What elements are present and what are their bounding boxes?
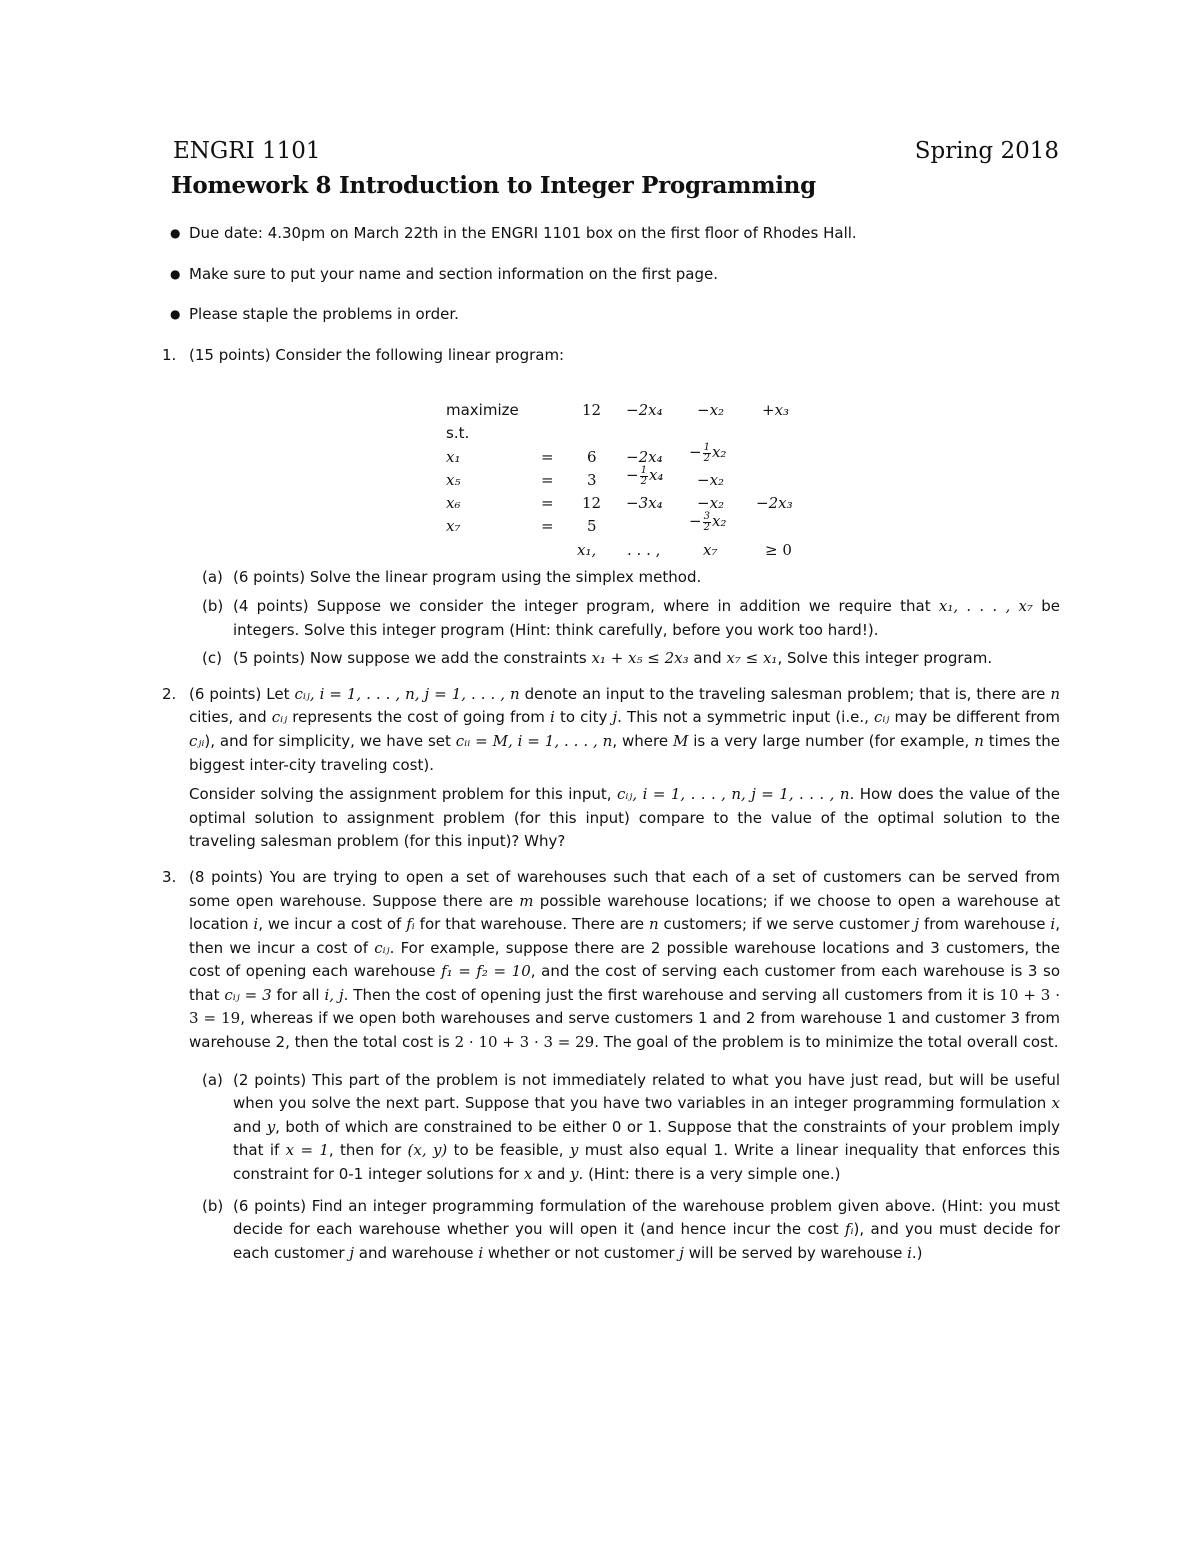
subpart-text: Now suppose we add the constraints xyxy=(309,649,592,668)
denominator: 2 xyxy=(640,475,647,487)
math-expression: cᵢⱼ = 3 xyxy=(224,985,272,1004)
math-expression: x xyxy=(1051,1094,1060,1113)
math-expression: j xyxy=(914,915,920,934)
problem-3 xyxy=(162,866,1061,1266)
lp-maximize: maximize xyxy=(446,401,519,420)
math-expression: x₁ + x₅ ≤ 2x₃ xyxy=(591,649,689,668)
lp-eq: = xyxy=(541,494,554,513)
math-expression: i xyxy=(1050,915,1056,934)
text-run: customers; if we serve customer xyxy=(658,915,915,934)
subpart-label: (c) xyxy=(202,649,222,668)
numerator: 1 xyxy=(640,464,647,476)
lp-row3-term2: −x₂ xyxy=(697,494,725,513)
lp-row2-term1 xyxy=(626,464,663,488)
math-expression: cᵢⱼ, i = 1, . . . , n, j = 1, . . . , n xyxy=(617,785,850,804)
text-run: , whereas if we open both warehouses and serve customers 1 and 2 from warehouse 1 and customer 3 from warehouse 2, then the total cost is xyxy=(189,1009,1060,1052)
text-run: cities, and xyxy=(189,708,272,727)
text-run: may be different from xyxy=(889,708,1060,727)
math-expression: i xyxy=(253,915,259,934)
math-expression: fᵢ xyxy=(406,915,415,934)
lp-row3-term1: −3x₄ xyxy=(626,494,663,513)
points: (5 points) xyxy=(233,649,306,668)
problem-1 xyxy=(162,344,1060,671)
bullet-dot: ● xyxy=(170,266,181,281)
math-expression: 2 · 10 + 3 · 3 = 29 xyxy=(454,1033,595,1052)
subpart-label: (b) xyxy=(202,596,224,615)
problem-3-paragraph xyxy=(189,866,1060,1055)
text-run: times the biggest inter-city traveling cost). xyxy=(189,731,1061,774)
math-expression: n xyxy=(1050,684,1060,703)
math-expression: x = 1 xyxy=(285,1141,329,1160)
problem-number: 2. xyxy=(162,684,177,703)
rich-text xyxy=(189,868,1060,1051)
document-body xyxy=(162,222,1061,1265)
lp-nonneg-first: x₁, xyxy=(577,541,597,560)
lp-eq: = xyxy=(541,448,554,467)
course-code: ENGRI 1101 xyxy=(173,138,321,164)
lp-row1-term1: −2x₄ xyxy=(626,448,663,467)
text-run: . (Hint: there is a very simple one.) xyxy=(578,1165,841,1184)
points: (8 points) xyxy=(189,867,264,886)
text-run: will be served by warehouse xyxy=(683,1243,908,1262)
text-run: , then we incur a cost of xyxy=(189,915,1060,957)
lp-row1-var: x₁ xyxy=(446,448,461,467)
math-expression: cᵢⱼ xyxy=(374,938,390,957)
subpart-text: be integers. Solve this integer program (Hint: think carefully, before you work too hard!). xyxy=(233,596,1060,639)
lp-obj-const: 12 xyxy=(582,401,602,420)
text-run: whether or not customer xyxy=(483,1243,680,1262)
lp-row2-var: x₅ xyxy=(446,471,461,490)
lp-nonneg-last: x₇ xyxy=(703,541,718,560)
subpart-label: (a) xyxy=(202,1070,223,1089)
lp-row1-term2 xyxy=(689,441,726,465)
math-expression: M xyxy=(672,731,689,750)
problem-2-paragraph-2 xyxy=(189,783,1060,854)
lp-row2-term2: −x₂ xyxy=(697,471,725,490)
lp-nonneg-geq: ≥ 0 xyxy=(765,541,792,560)
text-run: is a very large number (for example, xyxy=(688,731,975,750)
lp-row3-var: x₆ xyxy=(446,494,461,513)
math-expression: x xyxy=(523,1165,533,1184)
text-run: (6 points) Find an integer programming formulation of the warehouse problem given above. (Hint: you must decide for each warehouse whether you will open it (and hence incur the cost xyxy=(233,1196,1060,1239)
problem-2-paragraph-1 xyxy=(189,683,1060,777)
rich-text xyxy=(189,685,1060,774)
math-expression: y xyxy=(570,1165,579,1184)
variable: x₂ xyxy=(711,443,727,462)
bullet-due-date xyxy=(165,222,1060,246)
text-run: . The goal of the problem is to minimize the total overall cost. xyxy=(594,1033,1059,1052)
text-run: , then for xyxy=(328,1141,408,1160)
bullet-text: Make sure to put your name and section information on the first page. xyxy=(189,264,719,283)
text-run: for all xyxy=(271,985,325,1004)
lp-row3-const: 12 xyxy=(582,494,602,513)
text-run: for that warehouse. There are xyxy=(414,915,649,934)
bullet-text: Please staple the problems in order. xyxy=(189,305,459,324)
math-expression: 10 + 3 · 3 = 19 xyxy=(189,985,1060,1028)
math-expression: j xyxy=(349,1243,355,1262)
intro-text: Consider the following linear program: xyxy=(275,345,565,364)
linear-program xyxy=(189,379,1084,561)
text-run: , where xyxy=(612,731,673,750)
lp-obj-term3: +x₃ xyxy=(762,401,790,420)
lp-row1-const: 6 xyxy=(587,448,597,467)
fraction xyxy=(703,443,711,464)
subpart-text: and xyxy=(688,649,727,668)
bullet-staple xyxy=(165,303,1060,327)
text-run: . How does the value of the optimal solution to assignment problem (for this input) compare to the value of the optimal solution to the traveling salesman problem (for this input)? Why? xyxy=(189,785,1060,851)
rich-text xyxy=(233,1071,1060,1183)
lp-nonneg-dots: . . . , xyxy=(627,541,661,560)
bullet-name-section xyxy=(165,263,1060,287)
math-expression: f₁ = f₂ = 10 xyxy=(441,962,531,981)
math-expression: i xyxy=(478,1243,484,1262)
math-expression: j xyxy=(612,708,618,727)
text-run: denote an input to the traveling salesman problem; that is, there are xyxy=(519,684,1051,703)
lp-row4-var: x₇ xyxy=(446,517,461,536)
lp-obj-term2: −x₂ xyxy=(697,401,725,420)
lp-row3-term3: −2x₃ xyxy=(756,494,793,513)
numerator: 1 xyxy=(703,441,710,453)
lp-row4-term2 xyxy=(689,510,726,534)
text-run: from warehouse xyxy=(919,915,1051,934)
text-run: Let xyxy=(261,684,295,703)
points: (6 points) xyxy=(233,568,306,587)
text-run: . For example, suppose there are 2 possible warehouse locations and 3 customers, the cost of opening each warehouse xyxy=(189,938,1060,981)
text-run: , both of which are constrained to be either 0 or 1. Suppose that the constraints of your problem imply that if xyxy=(233,1117,1060,1160)
sign: − xyxy=(626,466,639,485)
text-run: ), and you must decide for each customer xyxy=(233,1220,1060,1262)
problem-3a xyxy=(189,1069,1060,1187)
variable: x₄ xyxy=(648,466,664,485)
text-run: , we incur a cost of xyxy=(258,915,407,934)
bullet-dot: ● xyxy=(170,226,181,240)
math-expression: m xyxy=(519,891,534,910)
lp-eq: = xyxy=(541,517,554,536)
lp-eq: = xyxy=(541,471,554,490)
math-expression: cᵢⱼ xyxy=(271,708,288,727)
lp-obj-term1: −2x₄ xyxy=(626,401,663,420)
text-run: .) xyxy=(911,1243,923,1262)
subpart-text: Suppose we consider the integer program, where in addition we require that xyxy=(316,596,939,615)
text-run: and xyxy=(233,1117,267,1136)
rich-text xyxy=(233,1197,1060,1262)
math-expression: cᵢⱼ xyxy=(874,708,890,727)
text-run: You are trying to open a set of warehouses such that each of a set of customers can be served from some open warehouse. Suppose there are xyxy=(189,867,1061,910)
text-run: represents the cost of going from xyxy=(287,708,551,727)
text-run: and warehouse xyxy=(354,1243,479,1262)
homework-title: Homework 8 Introduction to Integer Programming xyxy=(171,172,816,199)
bullet-text: Due date: 4.30pm on March 22th in the ENGRI 1101 box on the first floor of Rhodes Hall. xyxy=(189,224,857,242)
math-expression: y xyxy=(266,1117,276,1136)
sign: − xyxy=(689,512,702,531)
math-expression: cᵢⱼ, i = 1, . . . , n, j = 1, . . . , n xyxy=(294,684,520,703)
text-run: Consider solving the assignment problem for this input, xyxy=(189,785,618,804)
math-expression: fᵢ xyxy=(844,1220,854,1239)
math-expression: (x, y) xyxy=(407,1141,448,1160)
math-expression: i xyxy=(907,1243,912,1262)
text-run: must also equal 1. Write a linear inequality that enforces this constraint for 0-1 integer solutions for xyxy=(233,1141,1060,1184)
problem-1-intro xyxy=(189,344,1060,368)
text-run: (2 points) This part of the problem is not immediately related to what you have just read, but will be useful when you solve the next part. Suppose that you have two variables in an integer programming formulation xyxy=(233,1070,1060,1113)
text-run: to city xyxy=(554,708,613,727)
text-run: . This not a symmetric input (i.e., xyxy=(617,708,875,727)
problem-number: 3. xyxy=(162,867,177,886)
math-expression: i xyxy=(550,708,555,727)
subpart-label: (a) xyxy=(202,568,223,587)
math-expression: cᵢᵢ = M, i = 1, . . . , n xyxy=(455,731,613,750)
points: (15 points) xyxy=(189,345,271,364)
rich-text xyxy=(189,785,1060,850)
denominator: 2 xyxy=(703,521,710,533)
subpart-text: , Solve this integer program. xyxy=(777,649,993,668)
problem-2 xyxy=(162,683,1061,854)
variable: x₂ xyxy=(711,512,727,531)
problem-3b xyxy=(189,1195,1060,1266)
numerator: 3 xyxy=(703,510,710,522)
fraction xyxy=(703,512,711,533)
math-expression: x₇ ≤ x₁ xyxy=(726,649,778,668)
text-run: , and the cost of serving each customer from each warehouse is 3 so that xyxy=(189,962,1061,1004)
lp-row2-const: 3 xyxy=(587,471,597,490)
text-run: possible warehouse locations; if we choose to open a warehouse at location xyxy=(189,891,1061,934)
math-expression: n xyxy=(974,731,984,750)
problem-1c xyxy=(189,647,1060,671)
points: (6 points) xyxy=(189,684,262,703)
math-expression: cⱼᵢ xyxy=(189,731,205,750)
math-expression: n xyxy=(648,915,659,934)
text-run: to be feasible, xyxy=(447,1141,570,1160)
math-expression: i, j xyxy=(324,985,344,1004)
text-run: ), and for simplicity, we have set xyxy=(204,731,456,750)
text-run: and xyxy=(532,1165,571,1184)
problem-number: 1. xyxy=(162,345,177,364)
math-expression: j xyxy=(679,1243,684,1262)
sign: − xyxy=(689,443,702,462)
problem-1b xyxy=(189,595,1060,642)
problem-1a xyxy=(189,566,1060,590)
math-expression: x₁, . . . , x₇ xyxy=(938,596,1033,615)
text-run: . Then the cost of opening just the first warehouse and serving all customers from it is xyxy=(343,985,1000,1004)
subpart-text: Solve the linear program using the simplex method. xyxy=(309,568,702,587)
denominator: 2 xyxy=(703,452,710,464)
lp-st: s.t. xyxy=(446,424,470,443)
points: (4 points) xyxy=(233,596,309,615)
lp-row4-const: 5 xyxy=(587,517,597,536)
bullet-dot: ● xyxy=(170,307,181,322)
subpart-label: (b) xyxy=(202,1196,224,1215)
math-expression: y xyxy=(569,1141,579,1160)
fraction xyxy=(640,466,648,487)
term: Spring 2018 xyxy=(914,138,1059,164)
